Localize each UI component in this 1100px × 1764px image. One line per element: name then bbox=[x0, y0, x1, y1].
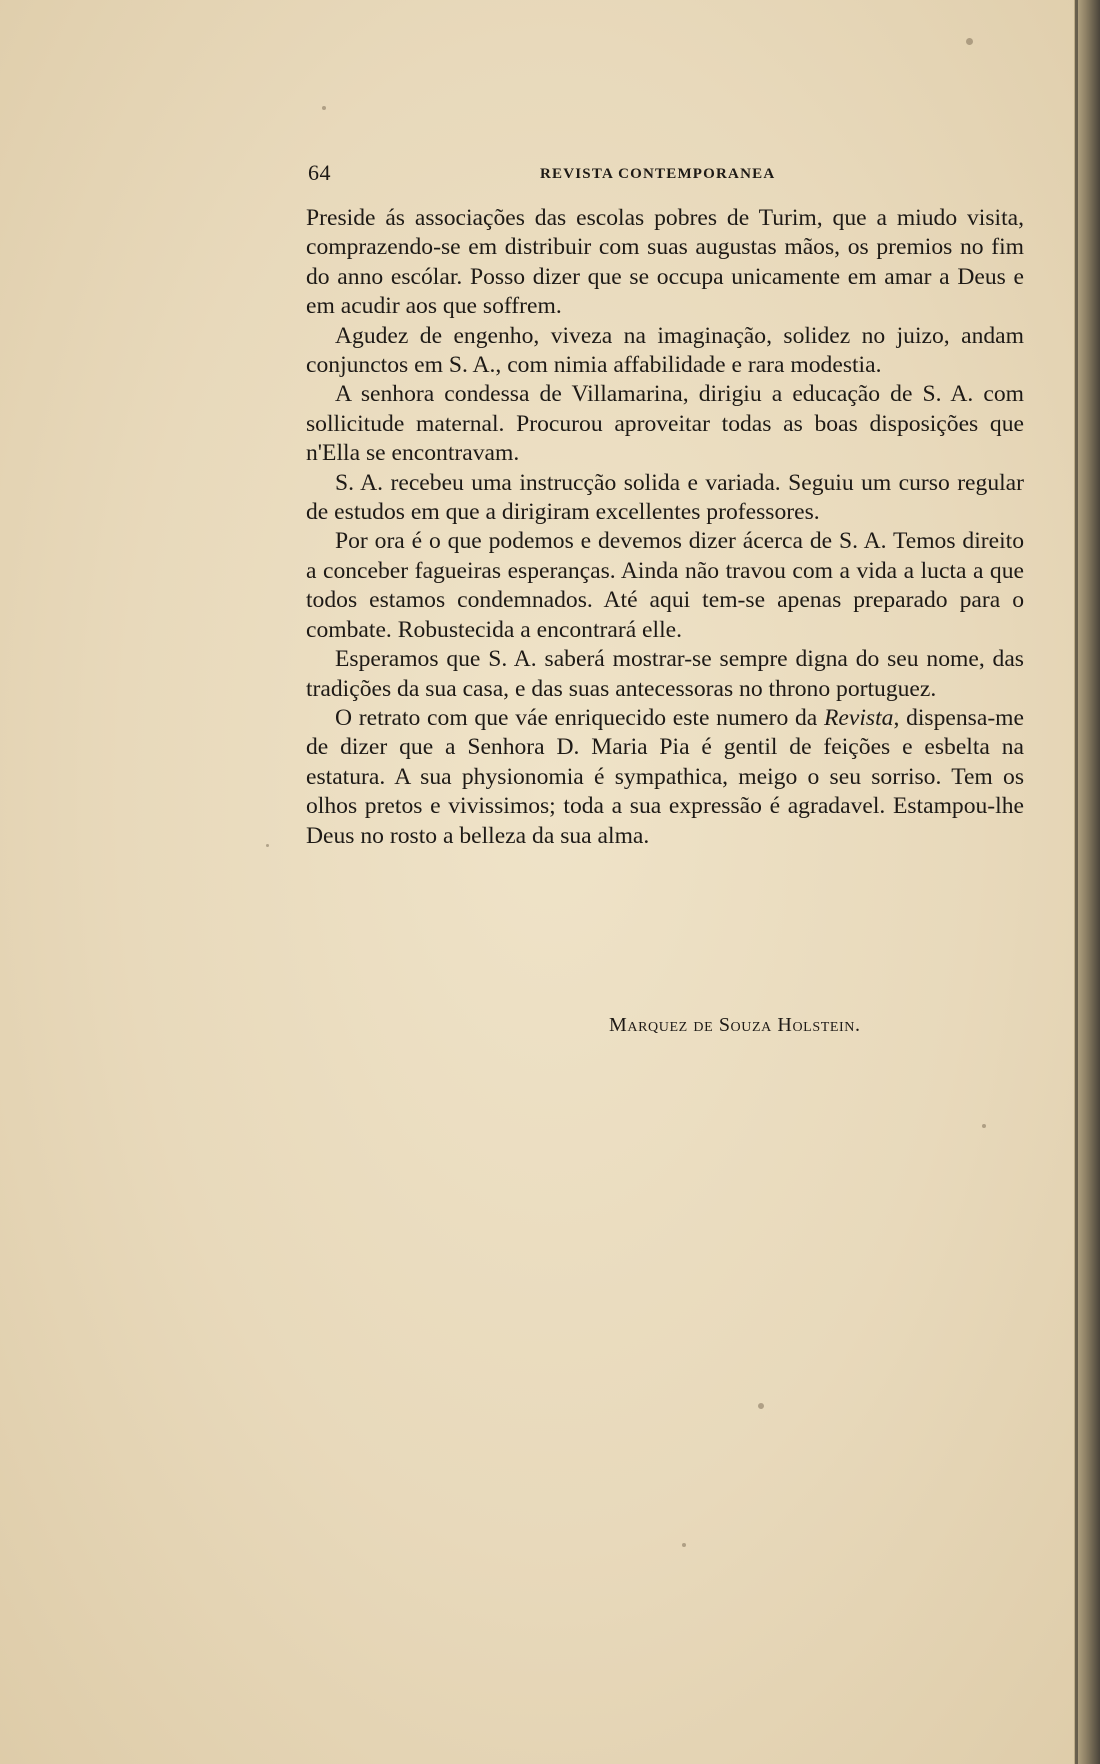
paper-speck bbox=[982, 1124, 986, 1128]
page-number: 64 bbox=[308, 160, 331, 185]
paper-speck bbox=[966, 38, 973, 45]
running-title: REVISTA CONTEMPORANEA bbox=[540, 166, 776, 182]
author-signature: Marquez de Souza Holstein. bbox=[609, 1014, 861, 1036]
journal-title: Revista bbox=[823, 704, 894, 731]
paragraph: S. A. recebeu uma instrucção solida e variada. Seguiu um curso regular de estudos em que a dirigiram excellentes professores. bbox=[306, 469, 1024, 526]
paper-speck bbox=[758, 1403, 764, 1409]
paper-speck bbox=[322, 106, 326, 110]
page-header bbox=[308, 160, 1028, 190]
paper-speck bbox=[682, 1543, 686, 1547]
paragraph: Esperamos que S. A. saberá mostrar-se sempre digna do seu nome, das tradições da sua casa, e das suas antecessoras no throno portuguez. bbox=[306, 646, 1024, 702]
paragraph: A senhora condessa de Villamarina, dirigiu a educação de S. A. com sollicitude maternal. Procurou aproveitar todas as boas disposições que n'Ella se encontravam. bbox=[306, 381, 1024, 467]
paragraph: Por ora é o que podemos e devemos dizer ácerca de S. A. Temos direito a conceber fagueiras esperanças. Ainda não travou com a vida a lucta a que todos estamos condemnados. Até aqui tem-se apenas preparado para o combate. Robustecida a encontrará elle. bbox=[306, 528, 1024, 643]
paragraph: Agudez de engenho, viveza na imaginação, solidez no juizo, andam conjunctos em S. A., com nimia affabilidade e rara modestia. bbox=[306, 322, 1024, 379]
article-body bbox=[306, 204, 1024, 851]
paragraph bbox=[306, 704, 1024, 851]
paragraph-text: O retrato com que váe enriquecido este numero da bbox=[335, 704, 824, 731]
paper-speck bbox=[266, 844, 269, 847]
page-edge-line bbox=[1075, 0, 1078, 1764]
paragraph: Preside ás associações das escolas pobres de Turim, que a miudo visita, comprazendo-se em distribuir com suas augustas mãos, os premios no fim do anno escólar. Posso dizer que se occupa unicamente em amar a Deus e em acudir aos que soffrem. bbox=[306, 205, 1024, 320]
paragraph-text: , dispensa-me de dizer que a Senhora D. Maria Pia é gentil de feições e esbelta na estatura. A sua physionomia é sympathica, meigo o seu sorriso. Tem os olhos pretos e vivissimos; toda a sua expressão é agradavel. Estampou-lhe Deus no rosto a belleza da sua alma. bbox=[306, 704, 1024, 849]
